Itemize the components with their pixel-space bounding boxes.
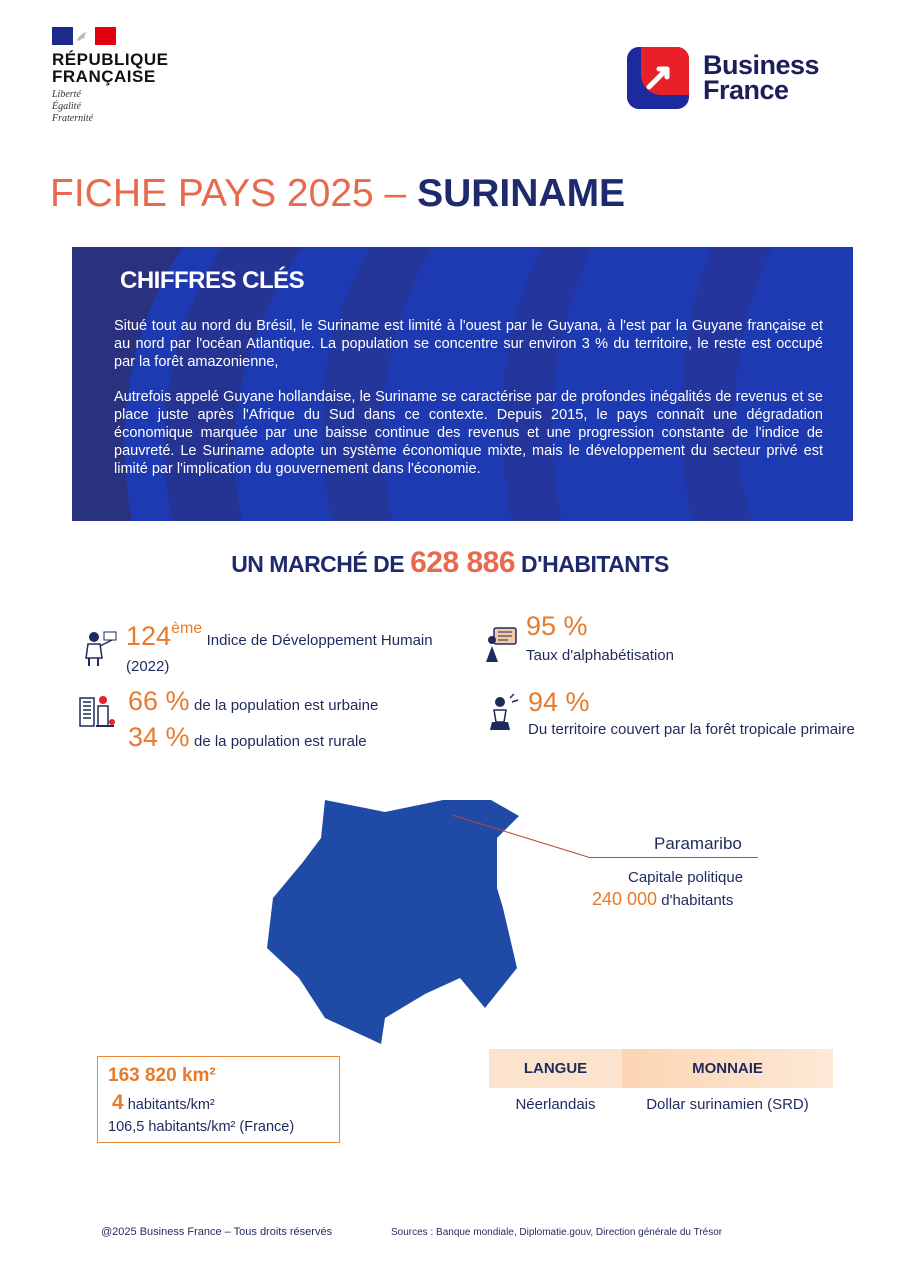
- suriname-map: [265, 798, 525, 1044]
- reading-icon: [482, 624, 520, 664]
- key-figures-heading: CHIFFRES CLÉS: [120, 267, 305, 294]
- capital-divider: [588, 857, 758, 858]
- city-icon: [78, 692, 116, 732]
- forest-label: Du territoire couvert par la forêt tropicale primaire: [528, 721, 855, 738]
- suriname-shape: [267, 800, 519, 1044]
- key-figures-paragraph-2: Autrefois appelé Guyane hollandaise, le Suriname se caractérise par de profondes inégalités de revenus et se place juste après l'Afrique du Sud dans ce contexte. Depuis 2015, le pays connaît une dégradation économique marquée par une baisse continue des revenus et une progression constante de l'indice de pauvreté. Le Suriname adopte un système économique mixte, mais le développement du secteur privé est limité par l'implication du gouvernement dans l'économie.: [114, 389, 823, 477]
- key-figures-panel: [72, 247, 853, 521]
- presenter-icon: [80, 628, 118, 668]
- rural-stat: [128, 722, 367, 753]
- hdi-rank: 124: [126, 621, 172, 651]
- market-suffix: D'HABITANTS: [521, 551, 669, 577]
- nature-icon: [486, 692, 524, 732]
- title-prefix: FICHE PAYS 2025 –: [50, 172, 418, 215]
- hdi-label: Indice de Développement Humain: [206, 632, 433, 649]
- area-density-number: 4: [112, 1091, 124, 1114]
- rural-label: de la population est rurale: [194, 733, 367, 750]
- urban-stat: [128, 686, 378, 717]
- urban-label: de la population est urbaine: [194, 697, 379, 714]
- title-country: SURINAME: [417, 172, 626, 215]
- key-figures-text: [114, 317, 823, 478]
- capital-name: Paramaribo: [654, 834, 742, 853]
- language-value: Néerlandais: [515, 1095, 596, 1113]
- market-number: 628 886: [410, 546, 516, 579]
- area-france-density: 106,5 habitants/km² (France): [108, 1119, 295, 1135]
- language-money-table: [489, 1049, 833, 1120]
- capital-role: Capitale politique: [628, 869, 744, 886]
- hdi-year: (2022): [126, 658, 170, 675]
- table-row: [489, 1088, 833, 1120]
- business-france-mark-icon: [627, 47, 689, 109]
- rural-value: 34 %: [128, 722, 190, 752]
- republique-francaise-logo: [52, 27, 222, 125]
- area-box: [97, 1056, 340, 1143]
- hdi-suffix: ème: [171, 620, 203, 637]
- republique-name: RÉPUBLIQUE FRANÇAISE: [52, 50, 169, 86]
- republique-motto: Liberté Égalité Fraternité: [52, 89, 94, 124]
- capital-population-suffix: d'habitants: [661, 892, 734, 909]
- market-headline: [0, 543, 900, 584]
- literacy-value: 95 %: [526, 611, 588, 641]
- urban-value: 66 %: [128, 686, 190, 716]
- market-prefix: UN MARCHÉ DE: [231, 551, 405, 577]
- business-france-wordmark: Business France: [703, 50, 820, 105]
- capital-population-number: 240 000: [592, 889, 658, 909]
- area-density-suffix: habitants/km²: [127, 1097, 215, 1113]
- language-header: LANGUE: [489, 1049, 622, 1088]
- page-title: [50, 172, 625, 216]
- footer-sources: Sources : Banque mondiale, Diplomatie.gouv, Direction générale du Trésor: [391, 1227, 723, 1238]
- money-header: MONNAIE: [622, 1049, 833, 1088]
- capital-population: [592, 889, 733, 910]
- money-value: Dollar surinamien (SRD): [646, 1095, 809, 1113]
- footer-copyright: @2025 Business France – Tous droits réservés: [101, 1226, 333, 1238]
- forest-value: 94 %: [528, 687, 590, 717]
- area-density: [112, 1091, 215, 1115]
- key-figures-paragraph-1: Situé tout au nord du Brésil, le Suriname est limité à l'ouest par le Guyana, à l'est par la Guyane française et au nord par l'océan Atlantique. La population se concentre sur environ 3 % du territoire, le reste est occupé par la forêt amazonienne,: [114, 318, 823, 370]
- hdi-stat: [126, 620, 433, 652]
- marianne-flag-icon: [52, 27, 116, 45]
- business-france-logo: [627, 47, 819, 109]
- table-header-row: [489, 1049, 833, 1088]
- area-surface: 163 820 km²: [108, 1065, 216, 1086]
- literacy-label: Taux d'alphabétisation: [526, 647, 674, 664]
